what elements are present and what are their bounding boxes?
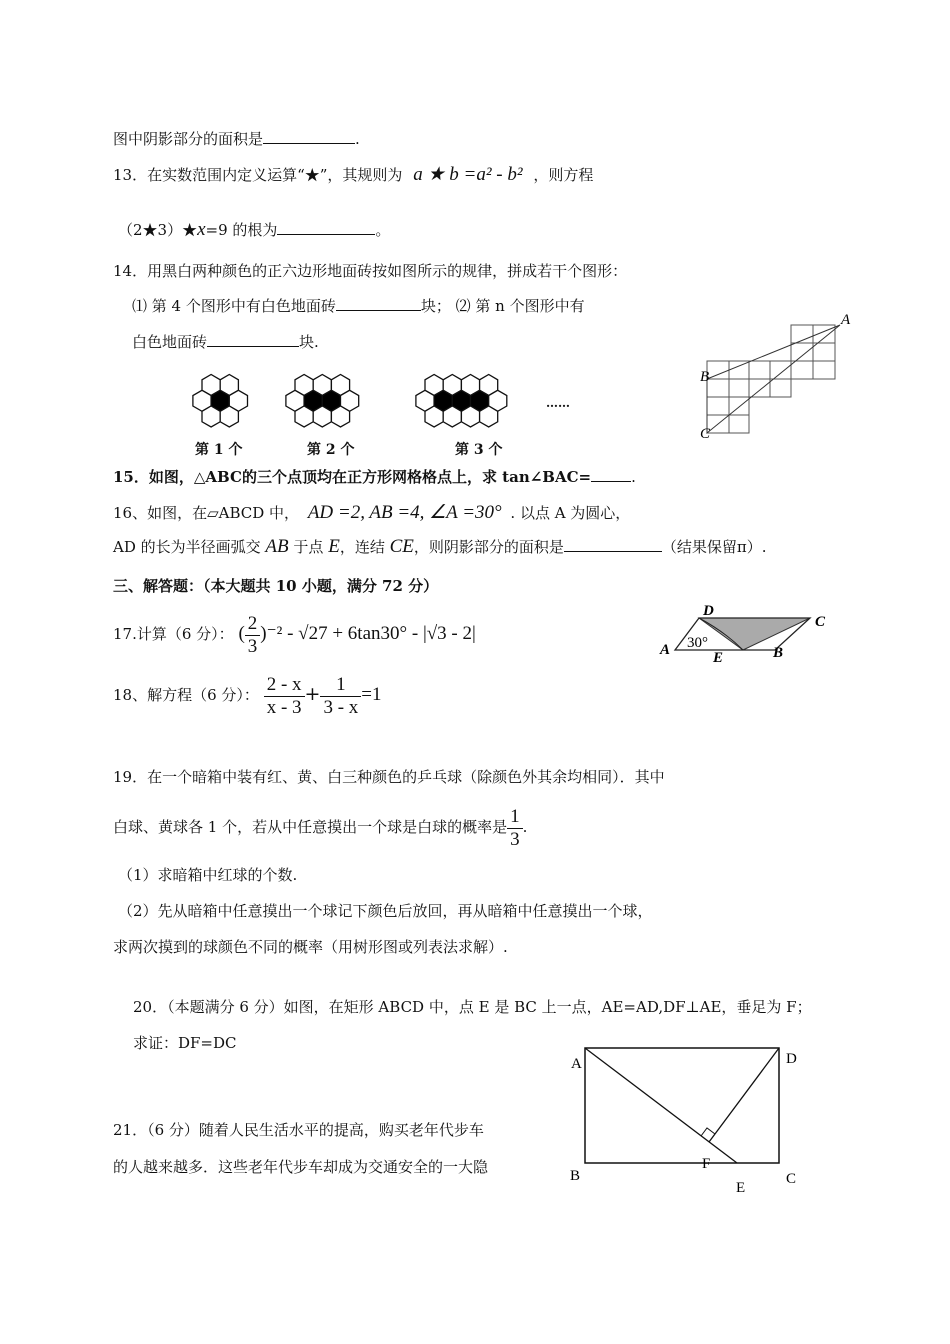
q14-line1: 14．用黑白两种颜色的正六边形地面砖按如图所示的规律，拼成若干个图形： [113, 262, 628, 280]
rectangle-figure [565, 1040, 815, 1200]
q18: 18、解方程（6 分）： $\frac{2 - x}{x - 3}$ + $\frac{1}{3 - x}$ =1 [113, 673, 382, 718]
white-hex-tile [425, 406, 443, 427]
label-a: A [571, 1056, 582, 1072]
answer-blank [207, 332, 299, 347]
white-hex-tile [295, 406, 313, 427]
fig3-label: 第 3 个 [455, 442, 503, 458]
q14-line2: ⑴ 第 4 个图形中有白色地面砖 块； ⑵ 第 n 个图形中有 [132, 297, 585, 315]
q16-line2: AD 的长为半径画弧交 AB 于点 E，连结 CE，则阴影部分的面积是 （结果保留π）. [113, 536, 767, 557]
point-a: A [841, 312, 851, 328]
answer-blank [336, 296, 421, 311]
q13-line2: （2★3）★x=9 的根为 。 [118, 219, 391, 240]
label-b: B [570, 1168, 581, 1184]
label-c: C [786, 1171, 797, 1187]
white-hex-tile [331, 406, 349, 427]
q17-fraction: $\frac{2}{3}$ [245, 613, 261, 658]
label-b: B [773, 645, 784, 661]
q19-line4: （2）先从暗箱中任意摸出一个球记下颜色后放回，再从暗箱中任意摸出一个球， [118, 902, 653, 920]
q15: 15．如图，△ABC的三个点顶均在正方形网格格点上，求 tan∠BAC= . [113, 468, 636, 486]
q19-fraction: $\frac{1}{3}$ [507, 806, 523, 851]
white-hex-tile [313, 406, 331, 427]
label-e: E [736, 1180, 746, 1196]
q18-fraction-2: $\frac{1}{3 - x}$ [320, 674, 361, 719]
answer-blank [277, 220, 375, 235]
q20-line1: 20．（本题满分 6 分）如图，在矩形 ABCD 中，点 E 是 BC 上一点，AE=AD,DF⊥AE，垂足为 F； [133, 998, 812, 1016]
label-d: D [786, 1051, 797, 1067]
point-c: C [700, 426, 711, 442]
q14-line3: 白色地面砖 块. [132, 333, 319, 351]
section-3-heading: 三、解答题：（本大题共 10 小题，满分 72 分） [113, 577, 439, 595]
label-c: C [815, 614, 826, 630]
q19-line1: 19．在一个暗箱中装有红、黄、白三种颜色的乒乓球（除颜色外其余均相同）．其中 [113, 768, 665, 786]
label-e: E [713, 650, 724, 666]
fig1-label: 第 1 个 [195, 442, 243, 458]
ellipsis: …… [546, 396, 570, 410]
q19-line5: 求两次摸到的球颜色不同的概率（用树形图或列表法求解）. [113, 938, 508, 956]
grid-triangle-figure [700, 312, 851, 443]
white-hex-tile [220, 406, 238, 427]
answer-blank [564, 537, 662, 552]
white-hex-tile [461, 406, 479, 427]
q18-fraction-1: $\frac{2 - x}{x - 3}$ [264, 674, 305, 719]
q19-line2: 白球、黄球各 1 个，若从中任意摸出一个球是白球的概率是 $\frac{1}{3}$ . [113, 805, 528, 850]
q16-line1: 16、如图，在▱ABCD 中， AD =2, AB =4, ∠A =30° . 以点 A 为圆心， [113, 502, 631, 523]
label-a: A [660, 642, 671, 658]
q21-line1: 21．（6 分）随着人民生活水平的提高，购买老年代步车 [113, 1121, 484, 1139]
q17: 17.计算（6 分）： ( $\frac{2}{3}$ )⁻² - √27 + 6tan30° - |√3 - 2| [113, 612, 476, 657]
q13-line1: 13．在实数范围内定义运算“★”，其规则为 a ★ b =a² - b² ，则方程 [113, 164, 594, 185]
label-f: F [702, 1156, 711, 1172]
q21-line2: 的人越来越多．这些老年代步车却成为交通安全的一大隐 [113, 1158, 489, 1176]
white-hex-tile [202, 406, 220, 427]
parallelogram-figure [655, 603, 830, 666]
answer-blank [263, 129, 355, 144]
label-d: D [703, 603, 714, 619]
q19-line3: （1）求暗箱中红球的个数. [118, 866, 298, 884]
q12-tail: 图中阴影部分的面积是 . [113, 130, 360, 148]
hexagon-tile-figures [180, 370, 600, 465]
angle-label: 30° [687, 635, 708, 651]
fig2-label: 第 2 个 [307, 442, 355, 458]
white-hex-tile [480, 406, 498, 427]
point-b: B [700, 369, 710, 385]
q20-line2: 求证：DF=DC [133, 1034, 237, 1052]
answer-blank [591, 467, 631, 482]
white-hex-tile [443, 406, 461, 427]
